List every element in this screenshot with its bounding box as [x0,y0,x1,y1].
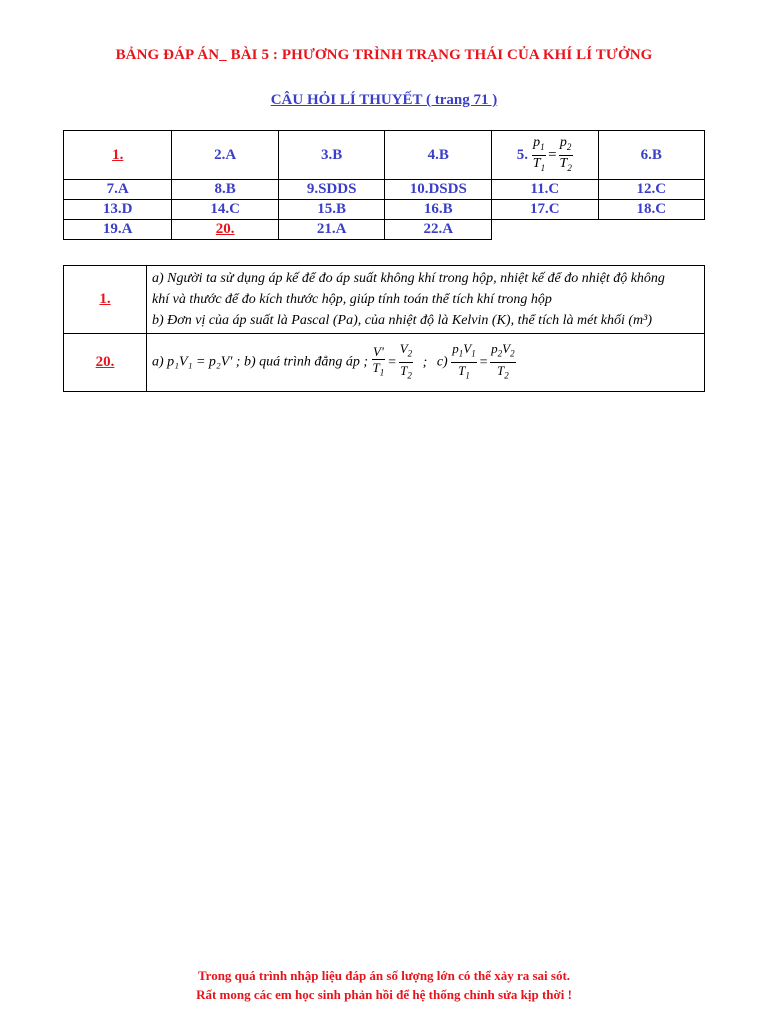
answer-cell-10: 10.DSDS [385,180,492,200]
separator: ; [422,354,428,370]
table-row [64,334,705,392]
answer-number-5: 5. [516,146,529,163]
table-row [64,220,705,240]
empty-cell [598,220,704,240]
answer-cell-15: 15.B [278,200,385,220]
question-1-label[interactable]: 1. [64,266,147,334]
fraction-v2-t2: $\frac{V_2}{T_2}$ [399,341,413,381]
answer-cell-2: 2.A [172,131,278,180]
question-1-line-3: b) Đơn vị của áp suất là Pascal (Pa), của nhiệt độ là Kelvin (K), thể tích là mét khối (m³) [152,313,653,328]
fraction-p2-t2: $\frac{p_2}{T_2}$ [559,134,572,173]
empty-cell [492,220,598,240]
table-row [64,180,705,200]
page-title: BẢNG ĐÁP ÁN_ BÀI 5 : PHƯƠNG TRÌNH TRẠNG THÁI CỦA KHÍ LÍ TƯỞNG [115,47,653,63]
question-20-label[interactable]: 20. [64,334,147,392]
answer-cell-11: 11.C [492,180,598,200]
footer-notice [0,966,768,1004]
answer-cell-8: 8.B [172,180,278,200]
answer-cell-1[interactable]: 1. [64,131,172,180]
answer-cell-7: 7.A [64,180,172,200]
answer-cell-6: 6.B [598,131,704,180]
answer-cell-5 [492,131,598,180]
question-1-line-2: khí và thước để đo kích thước hộp, giúp tính toán thể tích khí trong hộp [152,292,552,307]
fraction-p2v2-t2: $\frac{p_2V_2}{T_2}$ [491,341,515,381]
fraction-p1-t1: $\frac{p_1}{T_1}$ [532,134,546,173]
answer-cell-19: 19.A [64,220,172,240]
equals-sign: = [478,355,489,370]
answer-cell-9: 9.SDDS [278,180,385,200]
table-row [64,200,705,220]
table-row [64,131,705,180]
equals-sign: = [387,355,397,370]
answer-cell-16: 16.B [385,200,492,220]
answer-cell-20[interactable]: 20. [172,220,278,240]
answer-cell-4: 4.B [385,131,492,180]
answer-cell-3: 3.B [278,131,385,180]
answer-cell-17: 17.C [492,200,598,220]
footer-line-2: Rất mong các em học sinh phản hồi để hệ thống chỉnh sửa kịp thời ! [196,987,572,1002]
answer-cell-18: 18.C [598,200,704,220]
answer-cell-12: 12.C [598,180,704,200]
answer-table [63,130,705,240]
table-row [64,266,705,334]
detail-table [63,265,705,392]
answer-cell-21: 21.A [278,220,385,240]
answer-cell-14: 14.C [172,200,278,220]
question-1-answer [147,266,705,334]
question-20-part-ab: a) p₁V₁ = p₂V' ; b) quá trình đẳng áp ; [152,354,369,370]
answer-cell-22: 22.A [385,220,492,240]
question-20-part-c: c) [436,354,448,370]
section-subtitle: CÂU HỎI LÍ THUYẾT ( trang 71 ) [270,92,498,108]
equals-sign: = [548,146,557,163]
footer-line-1: Trong quá trình nhập liệu đáp án số lượng lớn có thể xảy ra sai sót. [197,968,571,983]
fraction-p1v1-t1: $\frac{p_1V_1}{T_1}$ [452,341,476,381]
question-1-line-1: a) Người ta sử dụng áp kế để đo áp suất không khí trong hộp, nhiệt kế để đo nhiệt độ không [152,271,665,286]
answer-cell-13: 13.D [64,200,172,220]
question-20-answer [147,334,705,392]
fraction-v-prime-t1: $\frac{V'}{T_1}$ [372,344,385,378]
